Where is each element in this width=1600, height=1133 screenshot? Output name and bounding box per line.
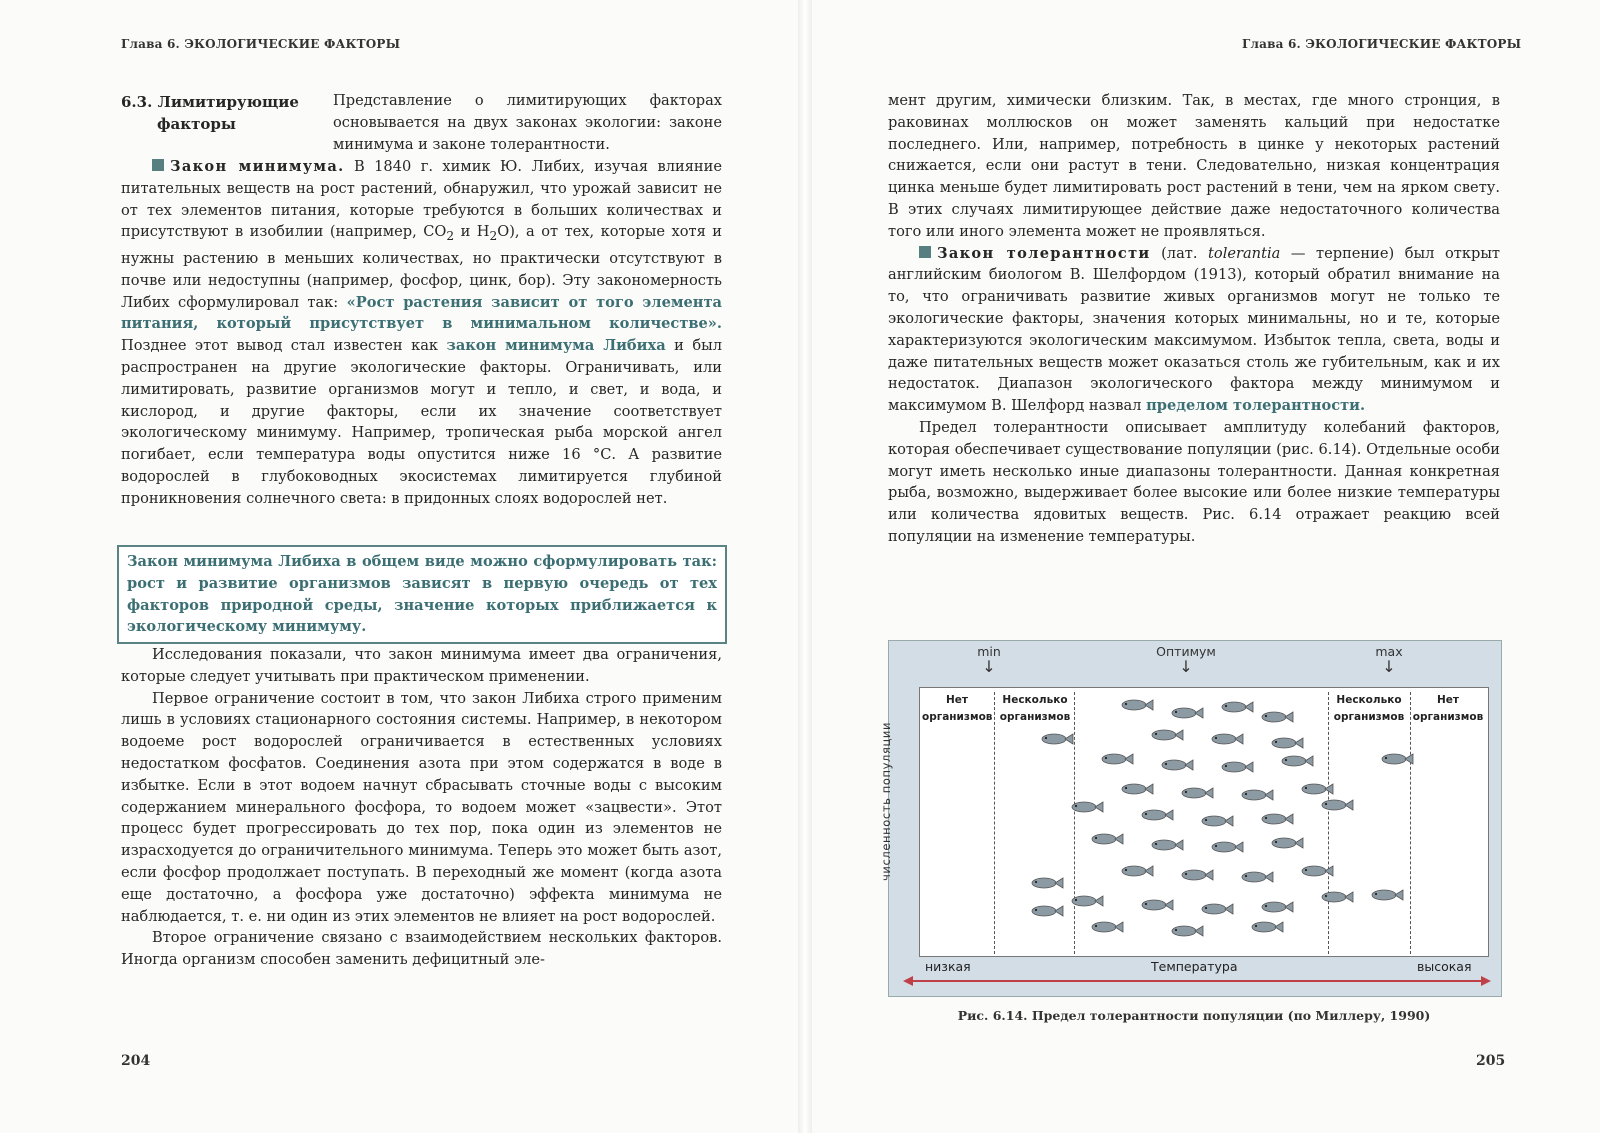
zone-label-line: организмов — [999, 711, 1071, 723]
zone-label-line: Несколько — [1002, 694, 1068, 706]
law-minimum-heading: Закон минимума. — [170, 158, 345, 175]
zone-no-organisms-left — [922, 692, 992, 726]
paragraph-continuation: мент другим, химически близким. Так, в местах, где много стронция, в раковинах моллюсков он может заменять кальций при недостатке последнего. Или, например, потребность в цинке у некоторых растений снижается, если они растут в тени. Следовательно, низкая концентрация цинка меньше будет лимитировать рост растений в тени, чем на ярком свету. В этих случаях лимитирующее действие даже недостаточного количества того или иного элемента может не проявляться. — [888, 92, 1500, 240]
fish-icon — [1320, 798, 1354, 812]
intro-paragraph — [333, 90, 722, 155]
fish-icon — [1210, 732, 1244, 746]
zone-few-organisms-left — [996, 692, 1074, 726]
fish-icon — [1200, 902, 1234, 916]
fish-icon — [1120, 698, 1154, 712]
zone-label-line: Нет — [946, 694, 968, 706]
law-tolerance-text: — терпение) был открыт английским биологом В. Шелфордом (1913), который обратил внимание на то, что ограничивать развитие живых организмов могут не только те экологические факторы, значения которых минимальны, но и те, которые характеризуются экологическим максимумом. Избыток тепла, света, воды и даже питательных веществ может оказаться столь же губительным, как и их недостаток. Диапазон экологического фактора между минимумом и максимумом В. Шелфорд назвал — [888, 244, 1501, 415]
zone-no-organisms-right — [1412, 692, 1484, 726]
fish-icon — [1160, 758, 1194, 772]
fish-icon — [1040, 732, 1074, 746]
fish-icon — [1140, 898, 1174, 912]
y-axis-label: численность популяции — [879, 721, 893, 881]
fish-icon — [1180, 868, 1214, 882]
fish-icon — [1220, 700, 1254, 714]
fish-icon — [1300, 864, 1334, 878]
paragraph-second-limitation: Второе ограничение связано с взаимодействием нескольких факторов. Иногда организм способен заменить дефицитный эле- — [121, 929, 722, 969]
fish-icon — [1320, 890, 1354, 904]
law-tolerance-paragraph — [888, 243, 1500, 417]
law-minimum-text-3: O), а от тех, которые хотя и нужны растению в меньших количествах, но практически отсутствуют в почве или недоступны (например, фосфор, цинк, бор). Эту закономерность Либих сформулировал так: — [121, 223, 723, 311]
law-minimum-text-1: В 1840 г. химик Ю. Либих, изучая влияние питательных веществ на рост растений, обнаружил, что урожай зависит не от тех элементов питания, которые требуются в больших количествах и присутствуют в изобилии (например, CO — [121, 158, 722, 241]
temperature-axis-arrow — [903, 975, 1491, 987]
fish-icon — [1120, 864, 1154, 878]
marker-optimum-label: Оптимум — [1156, 644, 1216, 659]
law-minimum-text-4: Позднее этот вывод стал известен как — [121, 337, 447, 355]
zone-label-line: организмов — [1333, 711, 1405, 723]
law-minimum-paragraph — [121, 156, 722, 510]
limitations-block — [121, 644, 722, 971]
section-title-line2: факторы — [157, 115, 236, 133]
intro-text: Представление о лимитирующих факторах основывается на двух законах экологии: законе минимума и законе толерантности. — [333, 92, 722, 153]
subscript-2: 2 — [446, 229, 455, 244]
left-page — [0, 0, 798, 1133]
fish-icon — [1270, 836, 1304, 850]
fish-icon — [1140, 808, 1174, 822]
running-head: Глава 6. ЭКОЛОГИЧЕСКИЕ ФАКТОРЫ — [1242, 37, 1522, 51]
zone-label-line: организмов — [922, 711, 993, 723]
section-number: 6.3. — [121, 93, 153, 111]
fish-icon — [1260, 812, 1294, 826]
marker-max-label: max — [1375, 644, 1403, 659]
page-number-left: 204 — [121, 1053, 151, 1069]
boundary-min — [994, 692, 995, 954]
boundary-optimum-start — [1074, 692, 1075, 954]
latin-word: tolerantia — [1208, 244, 1281, 262]
fish-icon — [1280, 754, 1314, 768]
fish-icon — [1220, 760, 1254, 774]
right-text-block — [888, 90, 1500, 548]
fish-icon — [1240, 788, 1274, 802]
fish-icon — [1250, 920, 1284, 934]
temperature-high-label: высокая — [1417, 959, 1472, 974]
arrow-down-icon: ↓ — [1382, 657, 1396, 676]
marker-optimum — [1136, 644, 1236, 675]
fish-icon — [1070, 800, 1104, 814]
paragraph-tolerance-limit: Предел толерантности описывает амплитуду колебаний факторов, которая обеспечивает существование популяции (рис. 6.14). Отдельные особи могут иметь несколько иные диапазоны толерантности. Данная конкретная рыба, возможно, выдерживает более высокие или более низкие температуры или количества ядовитых веществ. Рис. 6.14 отражает реакцию всей популяции на изменение температуры. — [888, 418, 1500, 545]
law-minimum-text-5: и был распространен на другие экологические факторы. Ограничивать, или лимитировать, развитие организмов могут и тепло, и свет, и вода, и кислород, и другие факторы, если их значение соответствует экологическому минимуму. Например, тропическая рыба морской ангел погибает, если температура воды опустится ниже 16 °С. А развитие водорослей в глубоководных экосистемах лимитируется глубиной проникновения солнечного света: в придонных слоях водорослей нет. — [121, 337, 722, 507]
zone-label-line: Нет — [1437, 694, 1459, 706]
temperature-low-label: низкая — [925, 959, 971, 974]
book-gutter — [798, 0, 812, 1133]
square-bullet-icon — [152, 159, 164, 171]
section-heading — [121, 91, 321, 135]
fish-icon — [1270, 736, 1304, 750]
liebig-quote: «Рост растения зависит от того элемента питания, который присутствует в минимальном количестве». — [121, 293, 722, 333]
zone-few-organisms-right — [1330, 692, 1408, 726]
paragraph-limitations: Исследования показали, что закон минимума имеет два ограничения, которые следует учитывать при практическом применении. — [121, 646, 722, 685]
boundary-max — [1410, 692, 1411, 954]
fish-icon — [1180, 786, 1214, 800]
fish-icon — [1200, 814, 1234, 828]
plot-area — [919, 687, 1489, 957]
zone-label-line: организмов — [1412, 711, 1484, 723]
temperature-axis-label: Температура — [1151, 959, 1238, 974]
fish-icon — [1260, 710, 1294, 724]
fish-icon — [1070, 894, 1104, 908]
fish-icon — [1260, 900, 1294, 914]
fish-icon — [1170, 924, 1204, 938]
fish-icon — [1030, 876, 1064, 890]
fish-icon — [1150, 728, 1184, 742]
law-tolerance-heading: Закон толерантности — [937, 244, 1151, 262]
zone-label-line: Несколько — [1336, 694, 1402, 706]
marker-min — [949, 644, 1029, 675]
law-minimum-block — [121, 156, 722, 510]
marker-min-label: min — [977, 644, 1001, 659]
fish-icon — [1090, 920, 1124, 934]
fish-icon — [1030, 904, 1064, 918]
fish-icon — [1100, 752, 1134, 766]
fish-icon — [1300, 782, 1334, 796]
fish-icon — [1170, 706, 1204, 720]
latin-prefix: (лат. — [1150, 244, 1209, 262]
term-tolerance-limit: пределом толерантности. — [1146, 397, 1366, 415]
section-title-line1: Лимитирующие — [157, 93, 299, 111]
subscript-2: 2 — [489, 229, 498, 244]
definition-box: Закон минимума Либиха в общем виде можно сформулировать так: рост и развитие организмов зависят в первую очередь от тех факторов природной среды, значение которых приближается к экологическому минимуму. — [117, 545, 727, 644]
arrow-down-icon: ↓ — [1179, 657, 1193, 676]
boundary-optimum-end — [1328, 692, 1329, 954]
fish-icon — [1370, 888, 1404, 902]
running-head: Глава 6. ЭКОЛОГИЧЕСКИЕ ФАКТОРЫ — [121, 37, 401, 51]
fish-icon — [1210, 840, 1244, 854]
fish-icon — [1380, 752, 1414, 766]
fish-icon — [1090, 832, 1124, 846]
fish-icon — [1120, 782, 1154, 796]
paragraph-first-limitation: Первое ограничение состоит в том, что закон Либиха строго применим лишь в условиях стационарного состояния системы. Например, в некотором водоеме рост водорослей ограничивается в естественных условиях недостатком фосфатов. Соединения азота при этом содержатся в воде в избытке. Если в этот водоем начнут сбрасывать сточные воды с высоким содержанием минерального фосфора, то водоем может «зацвести». Этот процесс будет прогрессировать до тех пор, пока один из элементов не израсходуется до ограничительного минимума. Теперь это может быть азот, если фосфор продолжает поступать. В переходный же момент (когда азота еще достаточно, а фосфора уже достаточно) эффекта минимума не наблюдается, т. е. ни один из этих элементов не влияет на рост водорослей. — [121, 689, 722, 925]
fish-icon — [1240, 870, 1274, 884]
page-number-right: 205 — [1476, 1053, 1506, 1069]
fish-icon — [1150, 838, 1184, 852]
square-bullet-icon — [919, 246, 931, 258]
law-minimum-text-2: и H — [454, 223, 490, 241]
figure-tolerance — [879, 640, 1502, 997]
arrow-down-icon: ↓ — [982, 657, 996, 676]
marker-max — [1349, 644, 1429, 675]
figure-caption: Рис. 6.14. Предел толерантности популяции (по Миллеру, 1990) — [957, 1008, 1431, 1023]
term-liebig-law: закон минимума Либиха — [446, 337, 666, 355]
